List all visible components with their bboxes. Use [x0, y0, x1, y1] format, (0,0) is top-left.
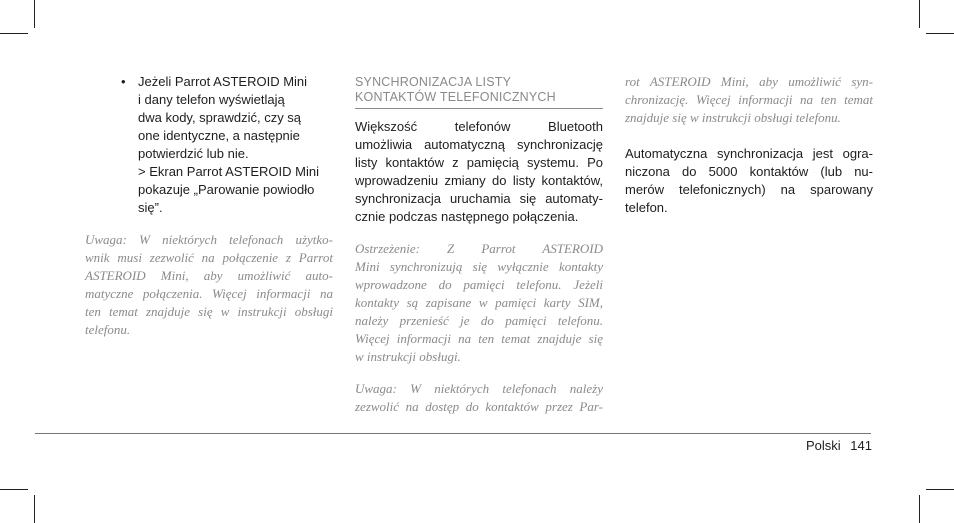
body-line: listy kontaktów z pamięcią systemu. Po: [355, 155, 603, 170]
body-paragraph: [625, 145, 873, 217]
bullet-line: i dany telefon wyświetlają: [138, 92, 285, 107]
note-line: Uwaga: W niektórych telefonach użytko-: [85, 232, 333, 247]
page-number: 141: [850, 438, 872, 453]
body-line: niczona do 5000 kontaktów (lub nu-: [625, 164, 873, 179]
body-line: wprowadzeniu zmiany do listy kontaktów,: [355, 173, 603, 188]
body-line: synchronizacja uruchamia się automaty-: [355, 191, 603, 206]
body-line: Automatyczna synchronizacja jest ogra-: [625, 146, 873, 161]
bullet-line: Jeżeli Parrot ASTEROID Mini: [138, 74, 308, 89]
note-line: telefonu.: [85, 322, 131, 337]
bullet-line: dwa kody, sprawdzić, czy są: [138, 110, 302, 125]
note-line: Uwaga: W niektórych telefonach należy: [355, 381, 603, 396]
body-line: umożliwia automatyczną synchronizację: [355, 137, 603, 152]
crop-mark: [919, 495, 920, 523]
body-line: Większość telefonów Bluetooth: [355, 119, 603, 134]
bullet-line: > Ekran Parrot ASTEROID Mini: [138, 164, 319, 179]
heading-line: SYNCHRONIZACJA LISTY: [355, 75, 512, 89]
body-line: cznie podczas następnego połączenia.: [355, 209, 579, 224]
warning-line: Mini synchronizują się wyłącznie kontakty: [355, 259, 603, 274]
crop-mark: [0, 33, 28, 34]
note-line: chronizację. Więcej informacji na ten temat: [625, 92, 873, 107]
warning-line: Więcej informacji na ten temat znajduje się: [355, 331, 603, 346]
note-line: znajduje się w instrukcji obsługi telefonu.: [625, 110, 841, 125]
bullet-line: potwierdzić lub nie.: [138, 146, 249, 161]
note-line: matyczne połączenia. Więcej informacji na: [85, 286, 333, 301]
warning-line: kontakty są zapisane w pamięci karty SIM,: [355, 295, 603, 310]
warning-paragraph: [355, 240, 603, 366]
body-line: telefon.: [625, 200, 668, 215]
bullet-line: pokazuje „Parowanie powiodło: [138, 182, 315, 197]
column-right: [625, 73, 873, 217]
warning-line: w instrukcji obsługi.: [355, 349, 461, 364]
warning-line: Ostrzeżenie: Z Parrot ASTEROID: [355, 241, 603, 256]
note-line: ASTEROID Mini, aby umożliwić auto-: [85, 268, 333, 283]
note-paragraph-continued: [625, 73, 873, 127]
note-line: wnik musi zezwolić na połączenie z Parrot: [85, 250, 333, 265]
crop-mark: [34, 0, 35, 28]
column-left: [85, 73, 333, 339]
note-paragraph: [355, 380, 603, 416]
crop-mark: [919, 0, 920, 28]
crop-mark: [926, 33, 954, 34]
footer-divider: [35, 433, 871, 434]
note-line: zezwolić na dostęp do kontaktów przez Par-: [355, 399, 603, 414]
heading-line: KONTAKTÓW TELEFONICZNYCH: [355, 90, 556, 104]
crop-mark: [34, 495, 35, 523]
warning-line: wprowadzone do pamięci telefonu. Jeżeli: [355, 277, 603, 292]
bullet-line: się”.: [138, 200, 163, 215]
bullet-line: one identyczne, a następnie: [138, 128, 300, 143]
body-line: merów telefonicznych) na sparowany: [625, 182, 873, 197]
bullet-item: [85, 73, 333, 217]
note-paragraph: [85, 231, 333, 339]
page-footer: [800, 438, 872, 454]
bullet-symbol: •: [121, 74, 126, 89]
footer-language: Polski: [805, 438, 841, 453]
section-heading: [355, 75, 603, 109]
warning-line: należy przenieść je do pamięci telefonu.: [355, 313, 603, 328]
note-line: ten temat znajduje się w instrukcji obsługi: [85, 304, 333, 319]
crop-mark: [0, 489, 28, 490]
note-line: rot ASTEROID Mini, aby umożliwić syn-: [625, 74, 873, 89]
column-middle: [355, 73, 603, 416]
body-paragraph: [355, 118, 603, 226]
crop-mark: [926, 489, 954, 490]
